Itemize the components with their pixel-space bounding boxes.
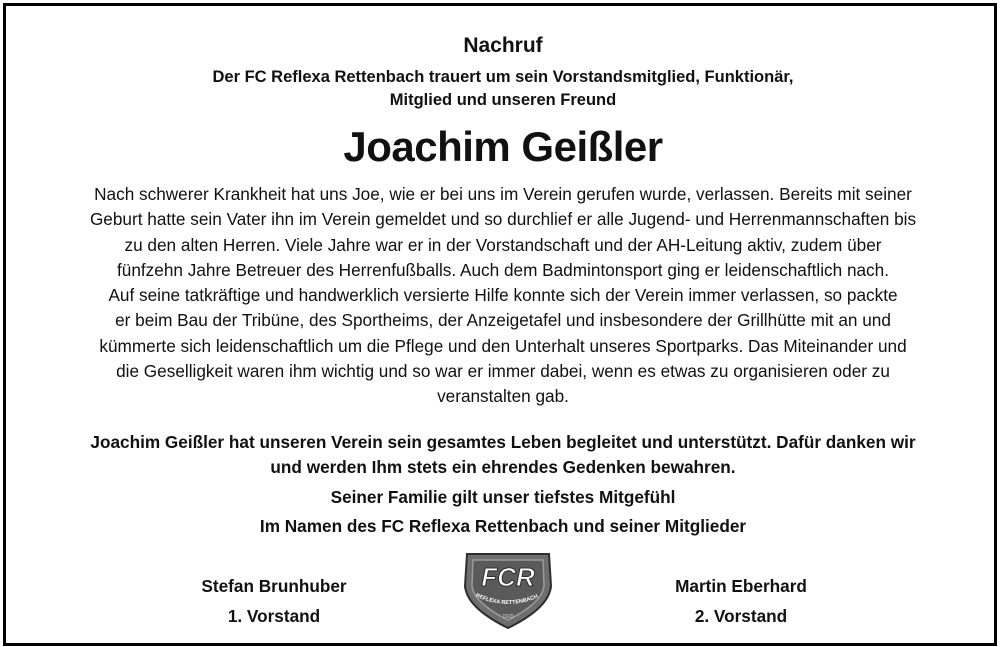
body-line: Geburt hatte sein Vater ihn im Verein gemeldet und so durchlief er alle Jugend- und Herrenmannschaften bis bbox=[89, 209, 917, 230]
crest-monogram: FCR bbox=[481, 562, 535, 592]
body-line: die Geselligkeit waren ihm wichtig und so war er immer dabei, wenn es etwas zu organisieren oder zu bbox=[116, 361, 890, 382]
thanks-line-1: Joachim Geißler hat unseren Verein sein gesamtes Leben begleitet und unterstützt. Dafür danken wir bbox=[90, 432, 916, 452]
crest-ring-text: REFLEXA RETTENBACH bbox=[474, 592, 539, 607]
obituary-notice bbox=[3, 3, 997, 646]
body-line: zu den alten Herren. Viele Jahre war er in der Vorstandschaft und der AH-Leitung aktiv, zudem über bbox=[124, 234, 882, 255]
thanks-line-2: und werden Ihm stets ein ehrendes Gedenken bewahren. bbox=[270, 457, 736, 477]
body-line: Nach schwerer Krankheit hat uns Joe, wie er bei uns im Verein gerufen wurde, verlassen. Bereits mit seiner bbox=[94, 184, 912, 204]
signatory-1-role: 1. Vorstand bbox=[227, 606, 321, 626]
body-line: er beim Bau der Tribüne, des Sportheims, der Anzeigetafel und insbesondere der Grillhütte mit an und bbox=[115, 310, 891, 331]
intro-line-1: Der FC Reflexa Rettenbach trauert um sein Vorstandsmitglied, Funktionär, bbox=[212, 68, 794, 86]
obituary-body bbox=[6, 182, 1000, 410]
sympathy-line: Seiner Familie gilt unser tiefstes Mitgefühl bbox=[330, 487, 676, 507]
body-line: veranstalten gab. bbox=[437, 386, 569, 407]
signatory-1-name: Stefan Brunhuber bbox=[201, 576, 347, 596]
body-line: kümmerte sich leidenschaftlich um die Pflege und den Unterhalt unseres Sportparks. Das Miteinander und bbox=[99, 335, 907, 356]
body-line: fünfzehn Jahre Betreuer des Herrenfußballs. Auch dem Badmintonsport ging er leidenschaftlich nach. bbox=[117, 259, 889, 280]
notice-heading: Nachruf bbox=[463, 34, 543, 57]
intro-line-2: Mitglied und unseren Freund bbox=[389, 91, 617, 109]
signatory-2-name: Martin Eberhard bbox=[675, 576, 807, 596]
on-behalf-line: Im Namen des FC Reflexa Rettenbach und seiner Mitglieder bbox=[259, 516, 747, 536]
club-crest-logo bbox=[459, 546, 557, 630]
deceased-name: Joachim Geißler bbox=[343, 123, 663, 170]
body-line: Auf seine tatkräftige und handwerklich versierte Hilfe konnte sich der Verein immer verlassen, so packte bbox=[108, 285, 898, 306]
crest-year: 1920 bbox=[502, 614, 514, 620]
signatory-2-role: 2. Vorstand bbox=[694, 606, 788, 626]
